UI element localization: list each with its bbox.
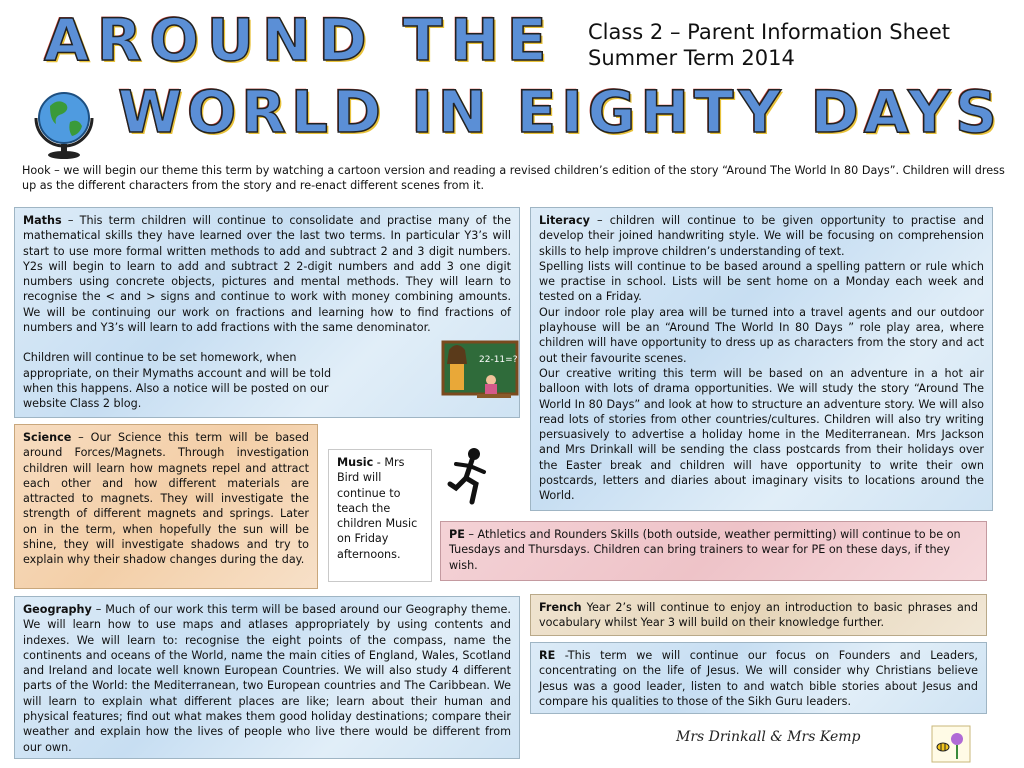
geography-box [14, 596, 520, 759]
french-label: French [539, 601, 582, 614]
signature: Mrs Drinkall & Mrs Kemp [676, 729, 861, 745]
title-line-2: WORLD IN EIGHTY DAYS [118, 78, 1002, 146]
hook-paragraph: Hook – we will begin our theme this term by watching a cartoon version and reading a revised children’s edition of the story “Around The World In 80 Days”. Children will dress up as the different characters from the story and re-enact different scenes from it. [22, 164, 1005, 192]
teacher-blackboard-image [441, 336, 519, 406]
science-label: Science [23, 431, 72, 444]
maths-text: – This term children will continue to consolidate and practise many of the mathematical skills they have learned over the last two terms. In particular Y3’s will start to use more formal written methods to add and subtract 2 and 3 digit numbers. Y2s will begin to learn to add and subtract 2 2-digit numbers and add 3 one digit numbers using concrete objects, pictures and mental methods. They will learn to recognise the < and > signs and continue to work with money combining amounts. We will be continuing our work on fractions and learning how to find fractions of numbers and Y3’s will learn to add fractions with the same denominator. [23, 214, 511, 335]
term-title: Summer Term 2014 [588, 46, 795, 70]
globe-icon [30, 82, 100, 162]
literacy-text-1: – children will continue to be given opportunity to practise and develop their joined handwriting style. We will be focusing on comprehension skills to help improve children’s understanding of text. [539, 214, 984, 258]
maths-label: Maths [23, 214, 62, 227]
science-box [14, 424, 318, 589]
music-box [328, 449, 432, 582]
re-text: -This term we will continue our focus on Founders and Leaders, concentrating on the life of Jesus. We will consider why Christians believe Jesus was a good leader, listen to and watch bible stories about Jesus and compare his qualities to those of the Sikh Guru leaders. [539, 649, 978, 708]
literacy-text-3: Our indoor role play area will be turned into a travel agents and our outdoor playhouse will be an “Around The World In 80 Days ” role play area, where children will have opportunity to dress up as characters from the story and act out their favourite scenes. [539, 305, 984, 365]
geography-text: – Much of our work this term will be based around our Geography theme. We will learn how to use maps and atlases appropriately by using contents and indexes. We will learn to: recognise the eight points of the compass, name the continents and oceans of the World, name the main cities of England, Wales, Scotland and Ireland and locate well known European Countries. We will also study 4 different parts of the World: the Mediterranean, two European countries and The Caribbean. We will learn to explain what different places are like; learn about their human and physical features; find out what makes them good holiday destinations; compare their weather and explain how the lives of people who live there would be different from our own. [23, 603, 511, 754]
runner-icon [446, 446, 496, 514]
geography-label: Geography [23, 603, 92, 616]
maths-box [14, 207, 520, 418]
board-text: 22-11=? [479, 355, 518, 365]
re-label: RE [539, 649, 556, 662]
literacy-text-2: Spelling lists will continue to be based around a spelling pattern or rule which we practise in school. Lists will be sent home on a Monday each week and tested on a Friday. [539, 259, 984, 304]
music-text: - Mrs Bird will continue to teach the children Music on Friday afternoons. [337, 456, 418, 561]
literacy-label: Literacy [539, 214, 590, 227]
sheet-title: Class 2 – Parent Information Sheet [588, 20, 950, 44]
pe-box [440, 521, 987, 581]
re-box [530, 642, 987, 714]
music-label: Music [337, 456, 374, 469]
title-line-1: AROUND THE [44, 6, 555, 74]
literacy-text-4: Our creative writing this term will be based on an adventure in a hot air balloon with lots of drama opportunities. We will study the story “Around The World In 80 Days” and look at how to structure an adventure story. We will also read lots of stories from other countries/cultures. Children will also try writing persuasively to advertise a holiday home in the Mediterranean. Mrs Jackson and Mrs Drinkall will be sending the class postcards from their holidays over the Easter break and children will have opportunity to write their own postcards, letters and diaries about imaginary visits to locations around the World. [539, 366, 984, 503]
literacy-box [530, 207, 993, 511]
french-text: Year 2’s will continue to enjoy an introduction to basic phrases and vocabulary whilst Year 3 will build on their knowledge further. [539, 601, 978, 630]
pe-label: PE [449, 528, 465, 541]
bee-flower-icon [931, 725, 971, 763]
pe-text: – Athletics and Rounders Skills (both outside, weather permitting) will continue to be on Tuesdays and Thursdays. Children can bring trainers to wear for PE on these days, if they wish. [449, 528, 961, 572]
french-box [530, 594, 987, 636]
maths-homework: Children will continue to be set homework, when appropriate, on their Mymaths account and will be told when this happens. Also a notice will be posted on our website Class 2 blog. [23, 351, 332, 411]
science-text: – Our Science this term will be based around Forces/Magnets. Through investigation children will learn how magnets repel and attract each other and how different materials are attracted to magnets. They will investigate the strength of different magnets and springs. Later on in the term, when hopefully the sun will be shine, they will investigate shadows and try to explain why their shadow changes during the day. [23, 431, 309, 567]
